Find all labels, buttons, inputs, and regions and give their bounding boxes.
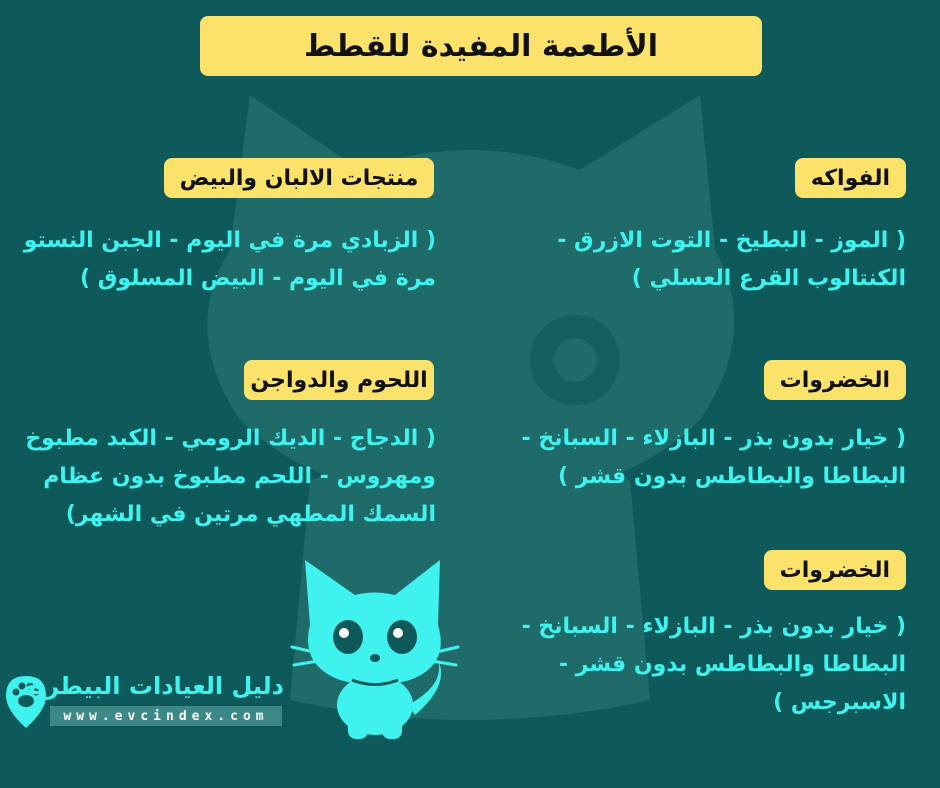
- cat-mascot: [290, 555, 460, 740]
- fruits-heading: الفواكه: [795, 158, 906, 198]
- meat-poultry-text: ( الدجاج - الديك الرومي - الكبد مطبوخ ومهروس - اللحم مطبوخ بدون عظام السمك المطهي مرتين في الشهر): [25, 426, 436, 527]
- dairy-eggs-heading: منتجات الالبان والبيض: [164, 158, 434, 198]
- vegetables-heading-2: الخضروات: [764, 550, 906, 590]
- meat-poultry-heading: اللحوم والدواجن: [244, 360, 434, 400]
- vegetables-text-1: ( خيار بدون بذر - البازلاء - السبانخ - البطاطا والبطاطس بدون قشر ): [521, 426, 906, 489]
- brand-name: دليل العيادات البيطرية: [21, 672, 284, 700]
- brand-url[interactable]: www.evcindex.com: [50, 706, 282, 726]
- vegetables-text-2: ( خيار بدون بذر - البازلاء - السبانخ - البطاطا والبطاطس بدون قشر - الاسبرجس ): [521, 614, 906, 715]
- dairy-eggs-text: ( الزبادي مرة في اليوم - الجبن النستو مرة في اليوم - البيض المسلوق ): [23, 228, 436, 291]
- page-title: الأطعمة المفيدة للقطط: [200, 16, 762, 76]
- vegetables-heading-1: الخضروات: [764, 360, 906, 400]
- fruits-text: ( الموز - البطيخ - التوت الازرق - الكنتالوب القرع العسلي ): [557, 228, 906, 291]
